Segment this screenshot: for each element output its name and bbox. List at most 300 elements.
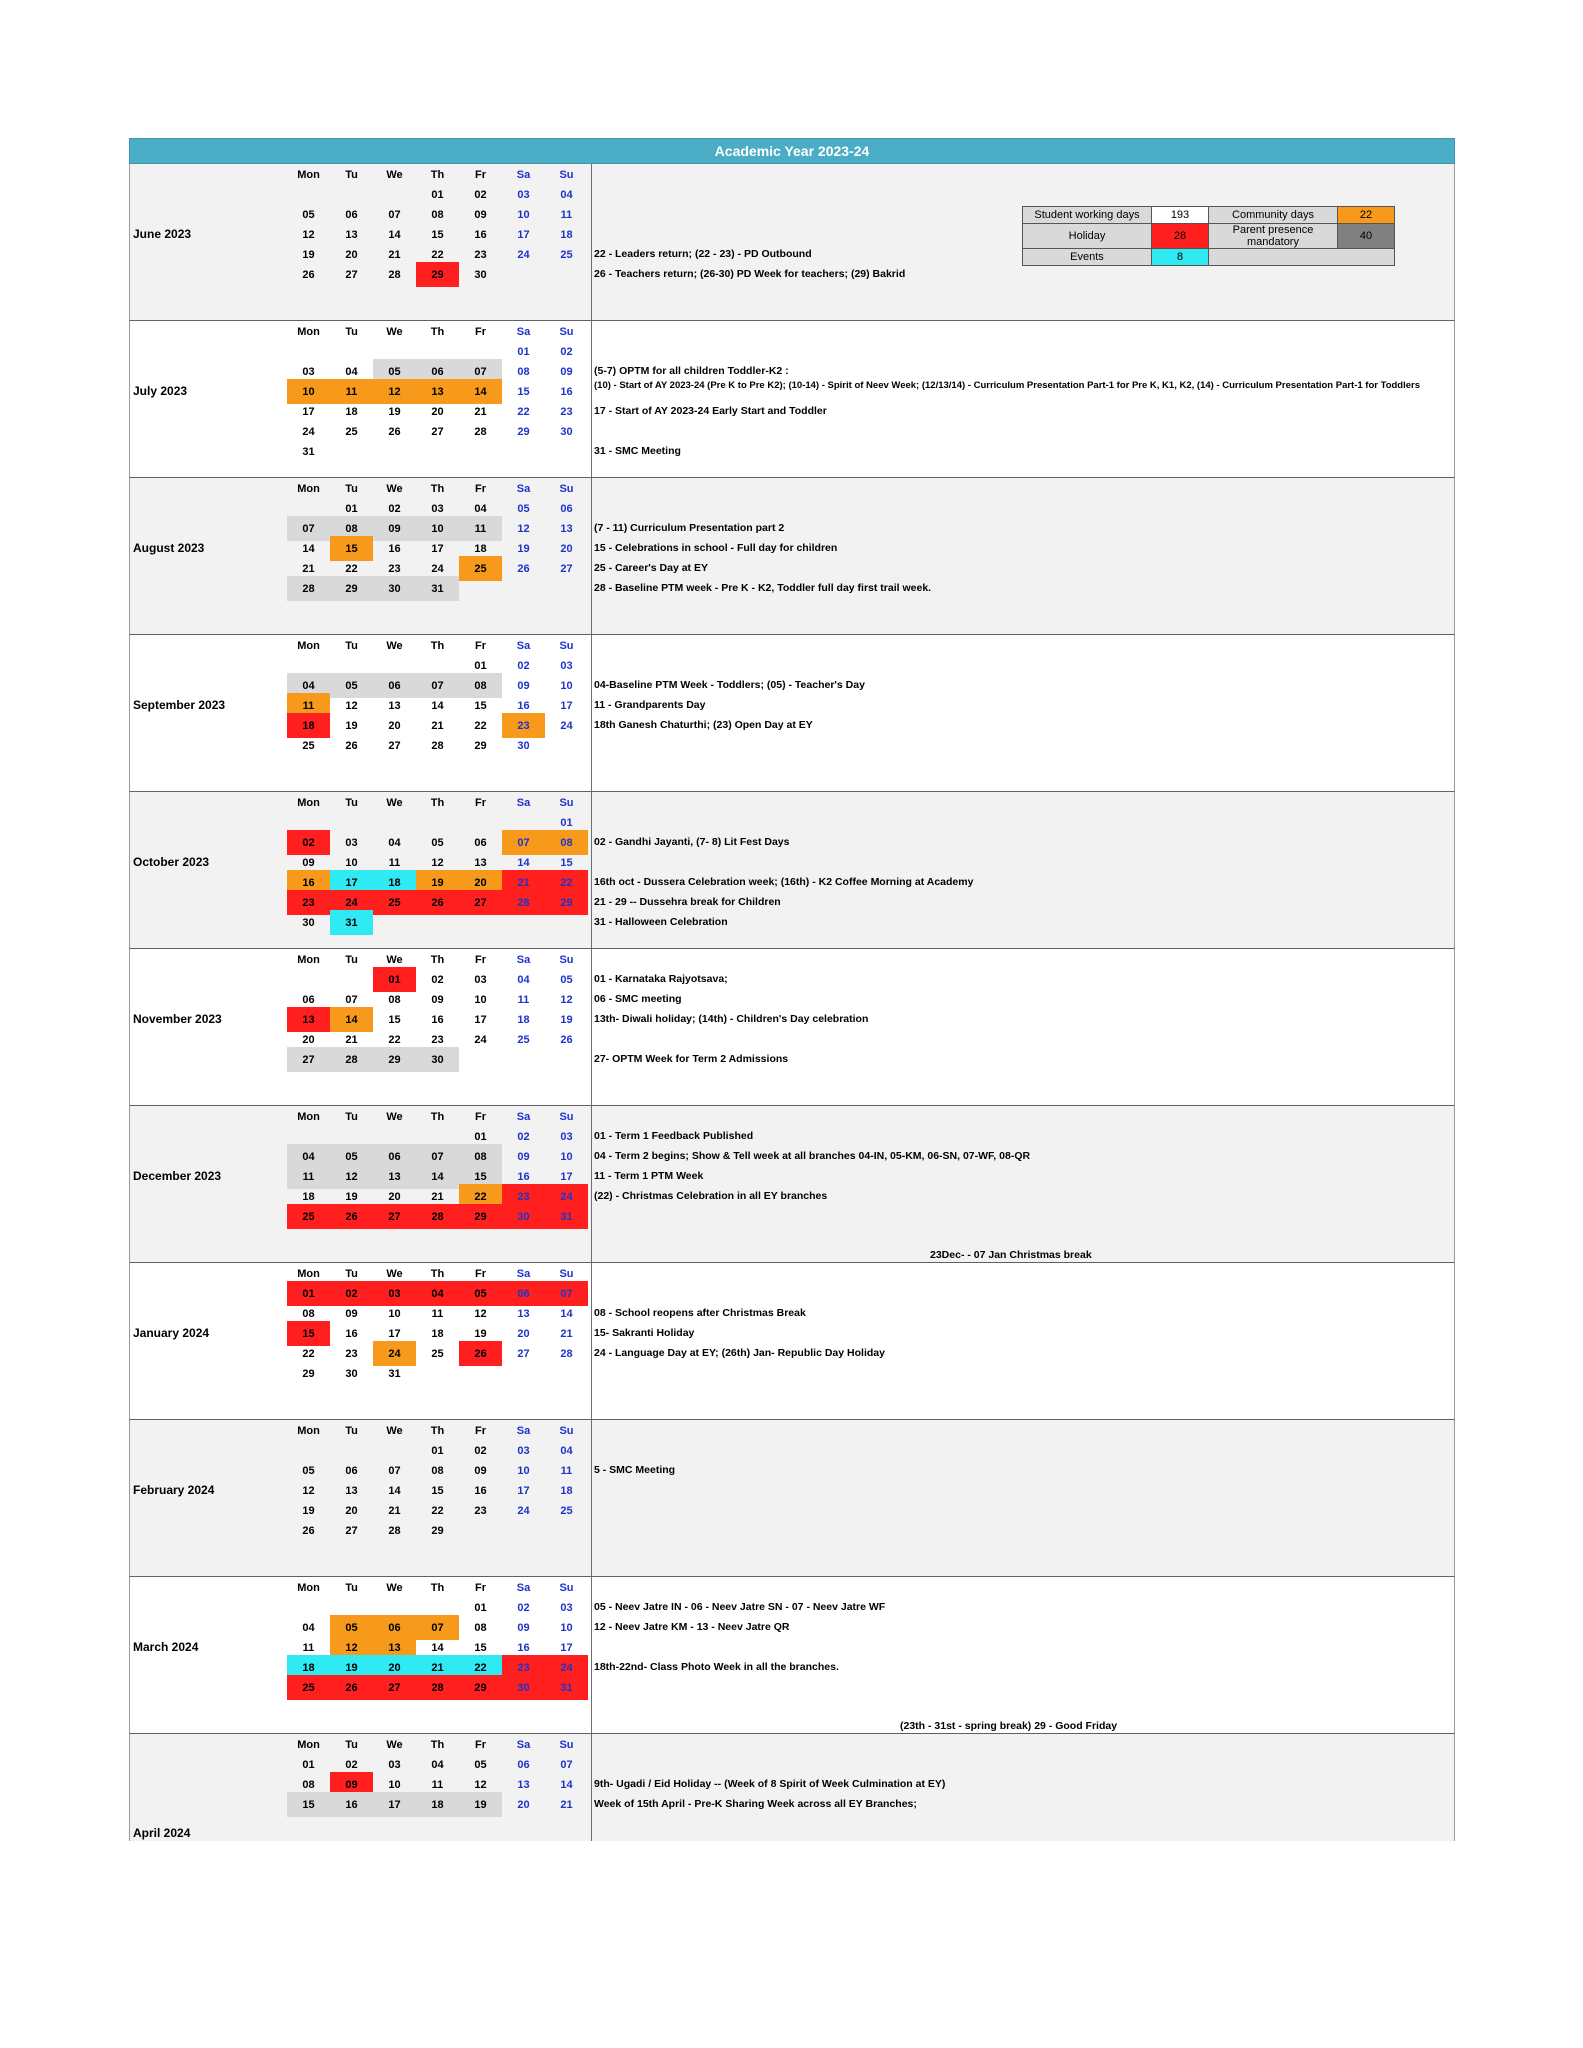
weekday-header: Mon — [297, 639, 320, 652]
weekday-header: We — [386, 796, 403, 809]
weekday-header: Fr — [475, 1267, 486, 1280]
weekday-header: Sa — [516, 168, 531, 181]
day-cell: 22 — [459, 1655, 502, 1680]
day-cell: 17 — [302, 405, 315, 418]
event-note: Week of 15th April - Pre-K Sharing Week across all EY Branches; — [594, 1798, 917, 1810]
weekday-header: Th — [430, 1738, 445, 1751]
day-cell: 07 — [416, 1615, 459, 1640]
weekday-header: Th — [430, 796, 445, 809]
day-cell — [545, 1047, 588, 1072]
weekday-header: Mon — [297, 1110, 320, 1123]
day-cell — [416, 439, 459, 464]
day-cell: 09 — [373, 516, 416, 541]
day-cell: 04 — [431, 1758, 444, 1771]
event-note: 25 - Career's Day at EY — [594, 562, 708, 574]
legend-events-value: 8 — [1152, 249, 1209, 266]
day-cell: 18 — [302, 1190, 315, 1203]
day-cell: 23 — [287, 890, 330, 915]
day-cell: 26 — [459, 1341, 502, 1366]
day-cell: 06 — [517, 1758, 530, 1771]
day-cell: 19 — [517, 542, 530, 555]
day-cell: 04 — [302, 1621, 315, 1634]
weekday-header: Tu — [345, 1738, 358, 1751]
day-cell: 15 — [330, 536, 373, 561]
day-cell: 06 — [416, 359, 459, 384]
day-cell: 12 — [302, 228, 315, 241]
day-cell: 18 — [345, 405, 358, 418]
day-cell: 24 — [560, 719, 573, 732]
weekday-header: We — [386, 1424, 403, 1437]
months-container — [129, 164, 1455, 1841]
day-cell — [545, 733, 588, 758]
weekday-header: We — [386, 953, 403, 966]
day-cell — [545, 1518, 588, 1543]
month-block — [129, 635, 1455, 792]
weekday-header: Su — [559, 1738, 574, 1751]
day-cell — [545, 262, 588, 287]
weekday-header: Th — [430, 168, 445, 181]
weekday-header: Mon — [297, 325, 320, 338]
day-cell: 11 — [459, 516, 502, 541]
day-cell: 10 — [287, 379, 330, 404]
column-divider — [591, 635, 592, 791]
month-block — [129, 792, 1455, 949]
day-cell: 30 — [517, 739, 530, 752]
day-cell: 22 — [345, 562, 358, 575]
weekday-header: Fr — [475, 482, 486, 495]
day-cell: 16 — [517, 1641, 530, 1654]
weekday-header: Sa — [516, 1267, 531, 1280]
day-cell: 30 — [302, 916, 315, 929]
day-cell: 01 — [345, 502, 358, 515]
weekday-header: Mon — [297, 953, 320, 966]
day-cell: 16 — [560, 385, 573, 398]
day-cell: 06 — [345, 208, 358, 221]
weekday-header: Sa — [516, 1738, 531, 1751]
day-cell: 24 — [474, 1033, 487, 1046]
day-cell: 14 — [560, 1778, 573, 1791]
day-cell: 19 — [474, 1327, 487, 1340]
weekday-header: Sa — [516, 325, 531, 338]
day-cell: 10 — [388, 1778, 401, 1791]
day-cell: 05 — [330, 1615, 373, 1640]
day-cell: 13 — [373, 1635, 416, 1660]
event-note: 01 - Term 1 Feedback Published — [594, 1130, 754, 1142]
weekday-header: Su — [559, 1267, 574, 1280]
weekday-header: Fr — [475, 796, 486, 809]
day-cell: 13 — [517, 1307, 530, 1320]
day-cell: 14 — [431, 1641, 444, 1654]
day-cell: 18 — [560, 228, 573, 241]
day-cell: 19 — [330, 1655, 373, 1680]
day-cell: 16 — [517, 699, 530, 712]
day-cell — [459, 1518, 502, 1543]
day-cell: 09 — [560, 365, 573, 378]
day-cell: 04 — [560, 1444, 573, 1457]
day-cell: 03 — [388, 1758, 401, 1771]
day-cell: 04 — [560, 188, 573, 201]
weekday-header: Fr — [475, 168, 486, 181]
weekday-header: Th — [430, 1110, 445, 1123]
month-name: March 2024 — [133, 1640, 199, 1654]
day-cell: 19 — [560, 1013, 573, 1026]
day-cell: 05 — [517, 502, 530, 515]
day-cell — [502, 1047, 545, 1072]
event-note: 01 - Karnataka Rajyotsava; — [594, 973, 728, 985]
break-note: 23Dec- - 07 Jan Christmas break — [930, 1249, 1092, 1261]
event-note: 06 - SMC meeting — [594, 993, 682, 1005]
day-cell: 13 — [560, 522, 573, 535]
day-cell: 03 — [345, 836, 358, 849]
day-cell: 11 — [287, 693, 330, 718]
day-cell: 20 — [302, 1033, 315, 1046]
day-cell: 21 — [302, 562, 315, 575]
day-cell: 30 — [474, 268, 487, 281]
day-cell: 08 — [545, 830, 588, 855]
day-cell: 16 — [474, 228, 487, 241]
day-cell: 14 — [388, 228, 401, 241]
day-cell: 26 — [560, 1033, 573, 1046]
day-cell: 28 — [502, 890, 545, 915]
day-cell: 29 — [545, 890, 588, 915]
day-cell: 23 — [431, 1033, 444, 1046]
day-cell: 09 — [517, 679, 530, 692]
day-cell: 15 — [287, 1792, 330, 1817]
day-cell: 03 — [517, 1444, 530, 1457]
weekday-header: Tu — [345, 796, 358, 809]
day-cell: 09 — [302, 856, 315, 869]
day-cell: 27 — [373, 1204, 416, 1229]
weekday-header: Su — [559, 1581, 574, 1594]
event-note: 18th-22nd- Class Photo Week in all the branches. — [594, 1661, 839, 1673]
day-cell: 12 — [560, 993, 573, 1006]
day-cell: 21 — [560, 1327, 573, 1340]
day-cell: 22 — [474, 719, 487, 732]
day-cell: 28 — [560, 1347, 573, 1360]
day-cell: 02 — [431, 973, 444, 986]
day-cell: 26 — [517, 562, 530, 575]
day-cell: 26 — [416, 890, 459, 915]
column-divider — [591, 949, 592, 1105]
day-cell: 19 — [345, 719, 358, 732]
weekday-header: Fr — [475, 325, 486, 338]
day-cell: 07 — [545, 1281, 588, 1306]
day-cell: 22 — [459, 1184, 502, 1209]
day-cell: 18 — [517, 1013, 530, 1026]
weekday-header: Su — [559, 1110, 574, 1123]
event-note: 05 - Neev Jatre IN - 06 - Neev Jatre SN - 07 - Neev Jatre WF — [594, 1601, 886, 1613]
day-cell: 06 — [302, 993, 315, 1006]
day-cell: 08 — [474, 1621, 487, 1634]
legend-parent-presence-label: Parent presence mandatory — [1209, 224, 1338, 249]
day-cell: 25 — [431, 1347, 444, 1360]
day-cell: 29 — [330, 576, 373, 601]
weekday-header: Sa — [516, 1581, 531, 1594]
day-cell: 21 — [345, 1033, 358, 1046]
day-cell: 29 — [373, 1047, 416, 1072]
day-cell: 05 — [459, 1281, 502, 1306]
day-cell: 16 — [431, 1013, 444, 1026]
day-cell: 04 — [474, 502, 487, 515]
day-cell: 18 — [373, 870, 416, 895]
day-cell: 16 — [388, 542, 401, 555]
month-name: June 2023 — [133, 227, 192, 241]
day-cell: 20 — [560, 542, 573, 555]
week-row — [287, 1792, 588, 1817]
day-cell: 02 — [517, 659, 530, 672]
day-cell: 25 — [373, 890, 416, 915]
column-divider — [591, 1106, 592, 1262]
day-cell — [545, 576, 588, 601]
day-cell: 05 — [560, 973, 573, 986]
month-block — [129, 1263, 1455, 1420]
weekday-header: Th — [430, 953, 445, 966]
day-cell: 18 — [287, 713, 330, 738]
month-name: October 2023 — [133, 855, 210, 869]
day-cell: 23 — [345, 1347, 358, 1360]
weekday-header: Sa — [516, 953, 531, 966]
day-cell: 03 — [560, 1130, 573, 1143]
day-cell: 21 — [502, 870, 545, 895]
day-cell: 11 — [287, 1164, 330, 1189]
day-cell: 13 — [345, 228, 358, 241]
week-row — [287, 1361, 588, 1386]
day-cell: 06 — [474, 836, 487, 849]
day-cell: 20 — [388, 719, 401, 732]
legend-community-days-label: Community days — [1209, 207, 1338, 224]
day-cell: 21 — [431, 1190, 444, 1203]
day-cell: 30 — [345, 1367, 358, 1380]
day-cell: 27 — [388, 739, 401, 752]
column-divider — [591, 1577, 592, 1733]
legend-student-working-days-value: 193 — [1152, 207, 1209, 224]
day-cell: 06 — [560, 502, 573, 515]
day-cell: 14 — [517, 856, 530, 869]
month-block — [129, 1577, 1455, 1734]
day-cell: 01 — [474, 659, 487, 672]
weekday-header: We — [386, 1581, 403, 1594]
day-cell: 27 — [373, 1675, 416, 1700]
day-cell: 02 — [560, 345, 573, 358]
day-cell: 20 — [459, 870, 502, 895]
day-cell: 13 — [373, 1164, 416, 1189]
day-cell: 02 — [474, 188, 487, 201]
day-cell: 15 — [459, 1164, 502, 1189]
day-cell — [545, 1361, 588, 1386]
day-cell: 31 — [388, 1367, 401, 1380]
day-cell: 06 — [373, 1144, 416, 1169]
event-note: (7 - 11) Curriculum Presentation part 2 — [594, 522, 785, 534]
weekday-header: Fr — [475, 953, 486, 966]
day-cell: 25 — [459, 556, 502, 581]
weekday-header: Tu — [345, 168, 358, 181]
day-cell — [459, 1047, 502, 1072]
day-cell: 08 — [302, 1307, 315, 1320]
weekday-header: Sa — [516, 482, 531, 495]
day-cell: 07 — [388, 208, 401, 221]
day-cell: 12 — [474, 1307, 487, 1320]
day-cell — [502, 1518, 545, 1543]
day-cell: 25 — [517, 1033, 530, 1046]
event-note: 21 - 29 -- Dussehra break for Children — [594, 896, 781, 908]
weekday-header: Tu — [345, 482, 358, 495]
day-cell — [416, 910, 459, 935]
day-cell: 05 — [373, 359, 416, 384]
day-cell: 16 — [517, 1170, 530, 1183]
month-name: January 2024 — [133, 1326, 210, 1340]
column-divider — [591, 478, 592, 634]
day-cell: 20 — [517, 1327, 530, 1340]
day-cell: 03 — [474, 973, 487, 986]
month-block — [129, 478, 1455, 635]
day-cell: 01 — [474, 1130, 487, 1143]
weekday-header: Th — [430, 482, 445, 495]
day-cell: 10 — [560, 1621, 573, 1634]
weekday-header: Tu — [345, 1424, 358, 1437]
day-cell: 06 — [373, 673, 416, 698]
day-cell — [459, 576, 502, 601]
day-cell: 10 — [416, 516, 459, 541]
weekday-header: Tu — [345, 639, 358, 652]
day-cell: 09 — [517, 1150, 530, 1163]
day-cell: 05 — [431, 836, 444, 849]
day-cell: 28 — [330, 1047, 373, 1072]
day-cell: 14 — [459, 379, 502, 404]
day-cell: 30 — [560, 425, 573, 438]
weekday-header: Mon — [297, 168, 320, 181]
day-cell: 29 — [517, 425, 530, 438]
weekday-header: Th — [430, 1267, 445, 1280]
month-block — [129, 164, 1455, 321]
day-cell: 24 — [302, 425, 315, 438]
day-cell: 07 — [502, 830, 545, 855]
weekday-header: Mon — [297, 482, 320, 495]
day-cell: 31 — [302, 445, 315, 458]
day-cell: 27 — [345, 268, 358, 281]
day-cell — [416, 1361, 459, 1386]
day-cell: 05 — [474, 1758, 487, 1771]
day-cell: 24 — [545, 1655, 588, 1680]
event-note: 11 - Term 1 PTM Week — [594, 1170, 704, 1182]
day-cell: 30 — [416, 1047, 459, 1072]
day-cell: 31 — [545, 1675, 588, 1700]
day-cell: 19 — [302, 248, 315, 261]
day-cell: 27 — [560, 562, 573, 575]
day-cell: 15 — [388, 1013, 401, 1026]
day-cell: 06 — [373, 1615, 416, 1640]
event-note: 5 - SMC Meeting — [594, 1464, 676, 1476]
day-cell: 24 — [517, 248, 530, 261]
day-cell: 16 — [345, 1327, 358, 1340]
weekday-header: Su — [559, 1424, 574, 1437]
day-cell — [545, 439, 588, 464]
event-note: (22) - Christmas Celebration in all EY branches — [594, 1190, 828, 1202]
weekday-header: We — [386, 1267, 403, 1280]
event-note: 31 - SMC Meeting — [594, 445, 681, 457]
day-cell: 08 — [517, 365, 530, 378]
day-cell: 01 — [302, 1758, 315, 1771]
day-cell: 19 — [459, 1792, 502, 1817]
event-note: 26 - Teachers return; (26-30) PD Week for teachers; (29) Bakrid — [594, 268, 906, 280]
weekday-header: Mon — [297, 1424, 320, 1437]
month-block — [129, 949, 1455, 1106]
day-cell: 09 — [330, 1772, 373, 1797]
day-cell: 02 — [474, 1444, 487, 1457]
day-cell: 29 — [431, 1524, 444, 1537]
day-cell: 10 — [517, 208, 530, 221]
day-cell: 02 — [388, 502, 401, 515]
event-note: 15 - Celebrations in school - Full day for children — [594, 542, 838, 554]
day-cell: 13 — [416, 379, 459, 404]
day-cell: 03 — [373, 1281, 416, 1306]
weekday-header: Tu — [345, 1267, 358, 1280]
week-row — [287, 1204, 588, 1229]
day-cell: 17 — [560, 699, 573, 712]
day-cell — [459, 439, 502, 464]
month-block — [129, 1420, 1455, 1577]
weekday-header: Su — [559, 796, 574, 809]
day-cell: 21 — [560, 1798, 573, 1811]
day-cell: 13 — [345, 1484, 358, 1497]
day-cell — [459, 1361, 502, 1386]
day-cell: 04 — [345, 365, 358, 378]
day-cell: 27 — [345, 1524, 358, 1537]
weekday-header: Su — [559, 482, 574, 495]
day-cell: 23 — [502, 1184, 545, 1209]
day-cell — [545, 910, 588, 935]
day-cell: 08 — [330, 516, 373, 541]
event-note: 04-Baseline PTM Week - Toddlers; (05) - Teacher's Day — [594, 679, 865, 691]
day-cell: 20 — [517, 1798, 530, 1811]
day-cell: 27 — [431, 425, 444, 438]
week-row — [287, 576, 588, 601]
day-cell: 04 — [416, 1281, 459, 1306]
day-cell: 08 — [302, 1778, 315, 1791]
event-note: 9th- Ugadi / Eid Holiday -- (Week of 8 Spirit of Week Culmination at EY) — [594, 1778, 946, 1790]
day-cell: 07 — [416, 1144, 459, 1169]
day-cell: 21 — [388, 248, 401, 261]
week-row — [287, 733, 588, 758]
day-cell: 11 — [560, 208, 573, 221]
weekday-header: Th — [430, 1424, 445, 1437]
weekday-header: Th — [430, 325, 445, 338]
day-cell: 05 — [330, 1144, 373, 1169]
day-cell: 19 — [416, 870, 459, 895]
day-cell: 27 — [287, 1047, 330, 1072]
day-cell: 12 — [517, 522, 530, 535]
column-divider — [591, 792, 592, 948]
day-cell: 20 — [345, 1504, 358, 1517]
event-note: 16th oct - Dussera Celebration week; (16th) - K2 Coffee Morning at Academy — [594, 876, 974, 888]
day-cell: 17 — [474, 1013, 487, 1026]
day-cell: 16 — [330, 1792, 373, 1817]
day-cell: 18 — [560, 1484, 573, 1497]
day-cell: 29 — [474, 739, 487, 752]
day-cell: 17 — [431, 542, 444, 555]
day-cell: 15 — [431, 1484, 444, 1497]
day-cell: 07 — [416, 673, 459, 698]
day-cell: 28 — [287, 576, 330, 601]
weekday-header: Tu — [345, 325, 358, 338]
event-note: (5-7) OPTM for all children Toddler-K2 : — [594, 365, 789, 377]
day-cell: 17 — [517, 1484, 530, 1497]
weekday-header: Su — [559, 168, 574, 181]
legend-events-label: Events — [1023, 249, 1152, 266]
event-note: 18th Ganesh Chaturthi; (23) Open Day at EY — [594, 719, 813, 731]
day-cell: 01 — [474, 1601, 487, 1614]
event-note: 27- OPTM Week for Term 2 Admissions — [594, 1053, 789, 1065]
day-cell — [502, 439, 545, 464]
